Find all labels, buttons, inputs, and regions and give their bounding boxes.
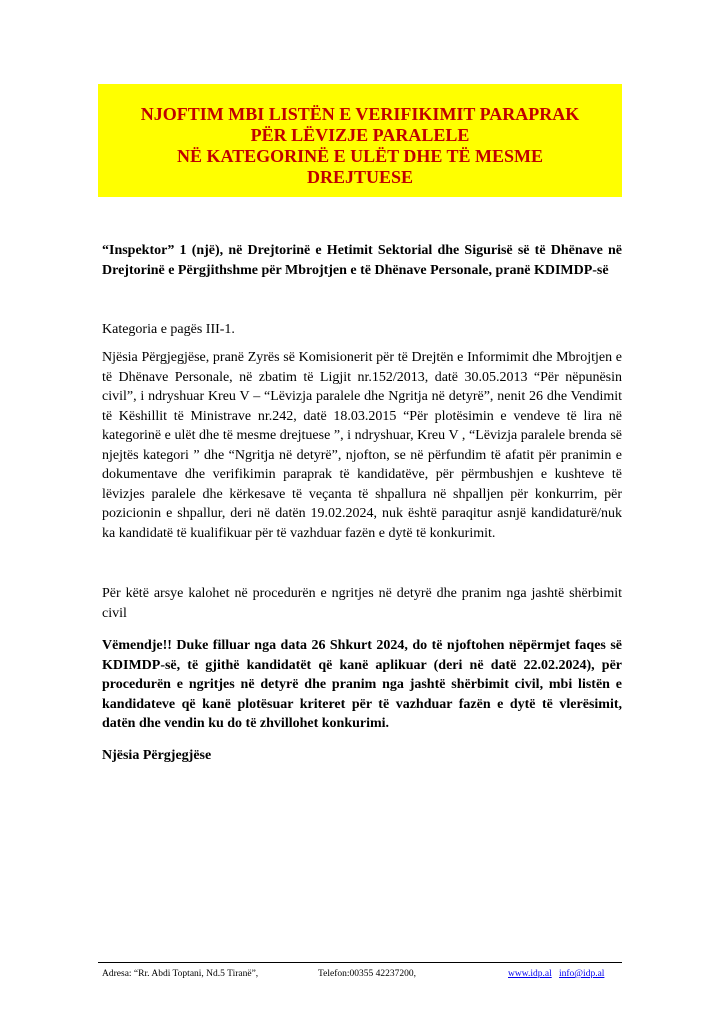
footer-divider	[98, 962, 622, 963]
body-paragraph: Njësia Përgjegjëse, pranë Zyrës së Komisionerit për të Drejtën e Informimit dhe Mbrojtjen e të Dhënave Personale, në zbatim të Ligjit nr.152/2013, datë 30.05.2013 “Për nëpunësin civil”, i ndryshuar Kreu V – “Lëvizja paralele dhe Ngritja në detyrë”, nenit 26 dhe Vendimit të Këshillit të Ministrave nr.242, datë 18.03.2015 “Për plotësimin e vendeve të lira në kategorinë e ulët dhe të mesme drejtuese ”, i ndryshuar, Kreu V , “Lëvizja paralele brenda së njejtës kategori ” dhe “Ngritja në detyrë”, njofton, se në përfundim të afatit për pranimin e dokumentave dhe verifikimin paraprak të kandidatëve, për përmbushjen e kushteve të lëvizjes paralele dhe kërkesave të veçanta të shpallura në shpalljen për konkurrim, për pozicionin e shpallur, deri në datën 19.02.2024, nuk është paraqitur asnjë kandidaturë/nuk ka kandidatë të kualifikuar për të vazhduar fazën e dytë të konkurimit.	[102, 350, 622, 541]
title-banner	[98, 84, 622, 197]
signature: Njësia Përgjegjëse	[102, 748, 212, 763]
notice-paragraph: Vëmendje!! Duke filluar nga data 26 Shkurt 2024, do të njoftohen nëpërmjet faqes së KDIMDP-së, të gjithë kandidatët që kanë aplikuar (deri në datë 22.02.2024), për procedurën e ngritjes në detyrë dhe pranim nga jashtë shërbimit civil, mbi listën e kandidateve që kanë plotësuar kriteret për të vazhduar fazën e dytë të vlerësimit, datën dhe vendin ku do të zhvillohet konkurimi.	[102, 638, 622, 731]
title-line-3: NË KATEGORINË E ULËT DHE TË MESME	[176, 146, 544, 166]
footer-website-link[interactable]: www.idp.al	[508, 969, 552, 979]
salary-category: Kategoria e pagës III-1.	[102, 322, 235, 337]
reason-paragraph: Për këtë arsye kalohet në procedurën e ngritjes në detyrë dhe pranim nga jashtë shërbimit civil	[102, 586, 622, 621]
title-line-1: NJOFTIM MBI LISTËN E VERIFIKIMIT PARAPRAK	[140, 104, 580, 124]
footer-email-link[interactable]: info@idp.al	[559, 969, 605, 979]
title-line-4: DREJTUESE	[306, 167, 414, 187]
footer-address: Adresa: “Rr. Abdi Toptani, Nd.5 Tiranë”,	[102, 969, 259, 979]
title-line-2: PËR LËVIZJE PARALELE	[250, 125, 470, 145]
footer-phone: Telefon:00355 42237200,	[318, 969, 417, 979]
position-heading: “Inspektor” 1 (një), në Drejtorinë e Hetimit Sektorial dhe Sigurisë së të Dhënave në Drejtorinë e Përgjithshme për Mbrojtjen e të Dhënave Personale, pranë KDIMDP-së	[102, 243, 622, 278]
